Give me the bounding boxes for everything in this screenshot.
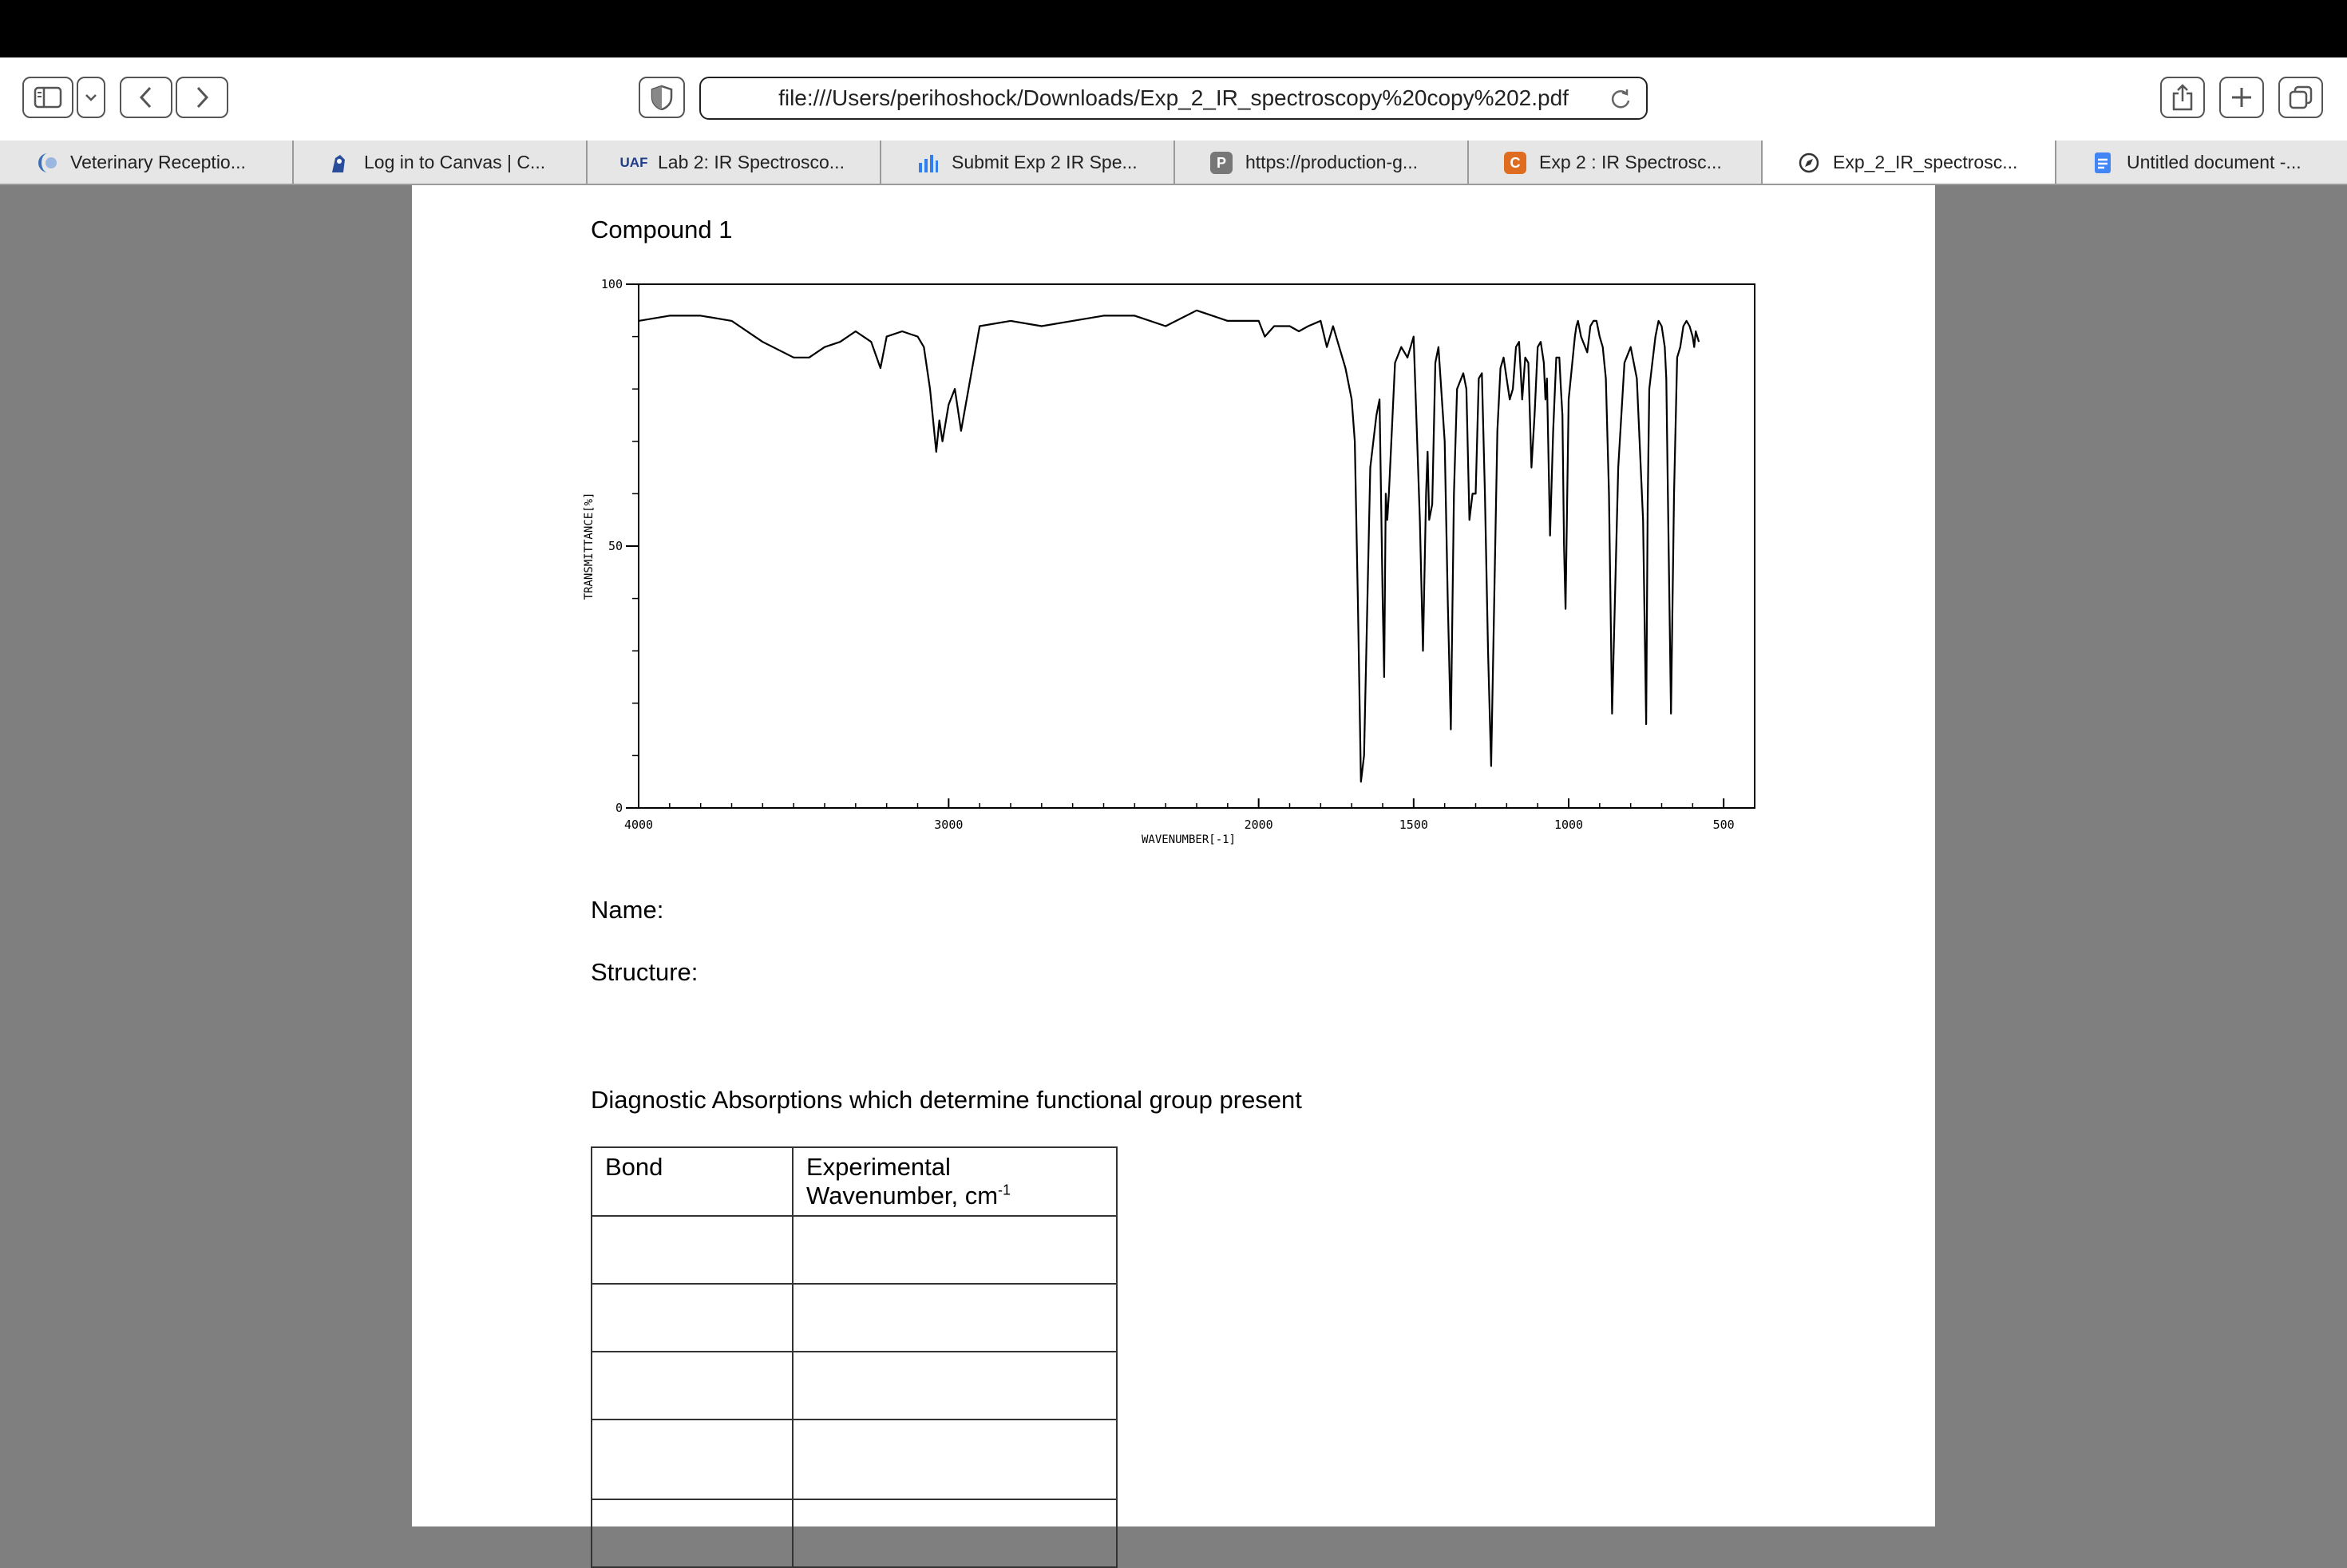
top-black-bar — [0, 0, 2347, 57]
chevron-left-icon — [138, 85, 154, 109]
sidebar-toggle-button[interactable] — [22, 77, 73, 118]
wavenumber-cell[interactable] — [793, 1216, 1117, 1284]
tab-overview-button[interactable] — [2278, 77, 2323, 118]
address-bar[interactable] — [699, 77, 1648, 120]
tab-label: Submit Exp 2 IR Spe... — [952, 152, 1138, 172]
tab-production[interactable] — [1175, 141, 1469, 184]
veterinary-icon — [35, 152, 57, 174]
tab-label: Exp_2_IR_spectrosc... — [1833, 152, 2018, 172]
tab-untitled-document[interactable] — [2056, 141, 2347, 184]
back-button[interactable] — [120, 77, 172, 118]
share-icon — [2172, 84, 2193, 111]
tab-label: Veterinary Receptio... — [70, 152, 246, 172]
tab-submit-exp-2[interactable] — [881, 141, 1175, 184]
sidebar-icon — [34, 86, 62, 109]
plus-icon — [2230, 85, 2254, 109]
x-tick-label: 500 — [1712, 818, 1735, 832]
c-icon: C — [1504, 152, 1526, 174]
header-wavenumber-label: Experimental Wavenumber, cm — [806, 1153, 999, 1210]
share-button[interactable] — [2160, 77, 2205, 118]
tab-lab-2-ir[interactable] — [588, 141, 881, 184]
chevron-down-icon — [85, 93, 97, 102]
y-tick-label: 100 — [600, 277, 623, 291]
tab-veterinary-reception[interactable] — [0, 141, 294, 184]
docs-icon — [2092, 152, 2114, 174]
x-tick-label: 2000 — [1244, 818, 1273, 832]
bond-cell[interactable] — [592, 1352, 793, 1420]
tab-label: Exp 2 : IR Spectrosc... — [1539, 152, 1722, 172]
bond-cell[interactable] — [592, 1499, 793, 1567]
browser-toolbar — [0, 57, 2347, 141]
shield-icon — [651, 85, 673, 110]
reload-button[interactable] — [1609, 88, 1632, 116]
spectrum-line — [639, 311, 1699, 782]
wavenumber-cell[interactable] — [793, 1420, 1117, 1499]
bond-cell[interactable] — [592, 1420, 793, 1499]
bar-chart-icon — [916, 152, 939, 174]
forward-button[interactable] — [176, 77, 228, 118]
tabs-overview-icon — [2289, 85, 2313, 109]
tab-label: Log in to Canvas | C... — [364, 152, 546, 172]
absorption-table — [591, 1146, 1118, 1568]
x-axis-label: WAVENUMBER[-1] — [1141, 833, 1237, 846]
tab-bar — [0, 141, 2347, 185]
compound-title: Compound 1 — [591, 216, 733, 244]
tab-label: https://production-g... — [1245, 152, 1419, 172]
compass-icon — [1798, 152, 1820, 174]
privacy-report-button[interactable] — [639, 77, 685, 118]
chevron-right-icon — [194, 85, 210, 109]
header-bond-label: Bond — [605, 1153, 663, 1181]
new-tab-button[interactable] — [2219, 77, 2264, 118]
name-label: Name: — [591, 896, 664, 924]
x-tick-label: 1500 — [1399, 818, 1428, 832]
tab-label: Lab 2: IR Spectrosco... — [658, 152, 845, 172]
canvas-icon — [329, 152, 351, 174]
y-axis-label: TRANSMITTANCE[%] — [583, 492, 596, 600]
sidebar-menu-button[interactable] — [77, 77, 105, 118]
wavenumber-cell[interactable] — [793, 1284, 1117, 1352]
bond-cell[interactable] — [592, 1216, 793, 1284]
y-tick-label: 0 — [615, 801, 623, 815]
p-icon: P — [1210, 152, 1233, 174]
x-tick-label: 1000 — [1553, 818, 1584, 832]
ir-spectrum-chart — [583, 271, 1764, 862]
x-tick-label: 3000 — [934, 818, 964, 832]
tab-label: Untitled document -... — [2127, 152, 2301, 172]
url-text: file:///Users/perihoshock/Downloads/Exp_2_IR_spectroscopy%20copy%202.pdf — [778, 85, 1569, 110]
bond-cell[interactable] — [592, 1284, 793, 1352]
header-bond — [592, 1147, 793, 1216]
plot-frame — [639, 284, 1755, 808]
x-tick-label: 4000 — [623, 818, 654, 832]
tab-exp-2-pdf[interactable] — [1763, 141, 2056, 184]
header-unit-exponent: -1 — [998, 1182, 1011, 1198]
uaf-icon: UAF — [619, 155, 648, 170]
header-wavenumber — [793, 1147, 1117, 1216]
tab-canvas-login[interactable] — [294, 141, 588, 184]
structure-label: Structure: — [591, 958, 699, 986]
reload-icon — [1609, 88, 1632, 110]
y-tick-label: 50 — [608, 539, 623, 553]
wavenumber-cell[interactable] — [793, 1499, 1117, 1567]
tab-exp-2-ir[interactable] — [1469, 141, 1763, 184]
wavenumber-cell[interactable] — [793, 1352, 1117, 1420]
diagnostic-heading: Diagnostic Absorptions which determine functional group present — [591, 1086, 1302, 1114]
